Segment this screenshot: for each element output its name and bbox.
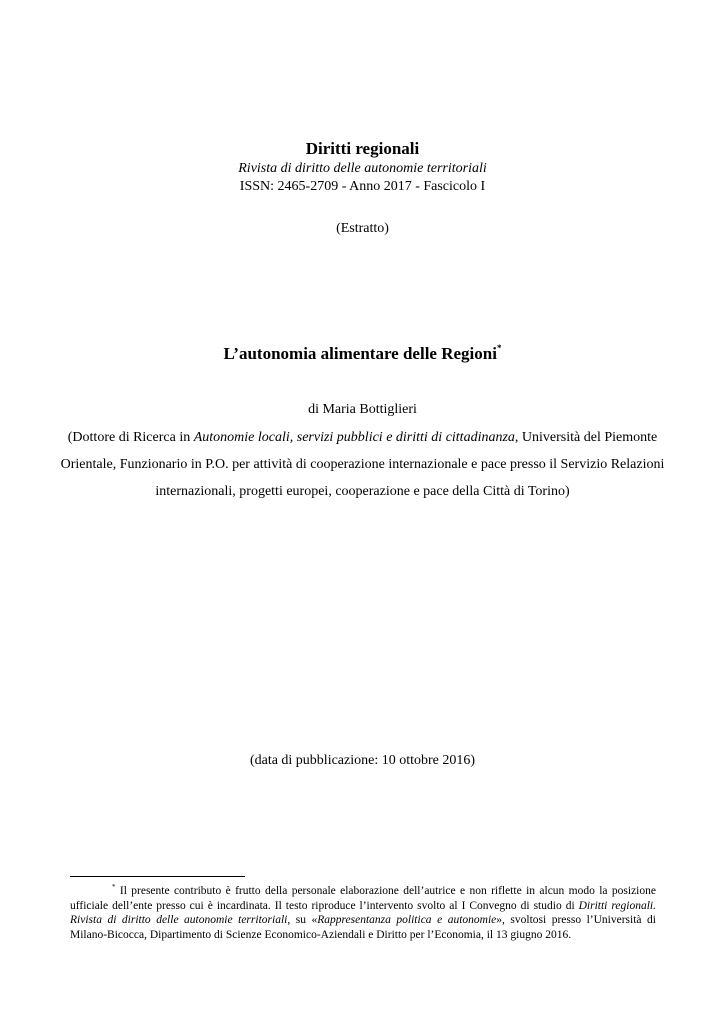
article-title-footnote-mark[interactable]: *: [496, 343, 502, 353]
author-line: di Maria Bottiglieri: [308, 402, 417, 417]
footnote-text-2: , su «: [287, 914, 318, 926]
article-title-text: L’autonomia alimentare delle Regioni: [223, 344, 497, 363]
footnote: [70, 884, 656, 942]
footnote-mark: *: [112, 883, 116, 891]
footnote-separator: [70, 876, 245, 877]
affiliation-suffix: , Università del Piemonte Orientale, Funzionario in P.O. per attività di cooperazione internazionale e pace presso il Servizio Relazioni internazionali, progetti europei, cooperazione e pace della Città di Torino): [60, 430, 665, 499]
affiliation-prefix: (Dottore di Ricerca in: [67, 430, 194, 445]
journal-title: Diritti regionali: [305, 139, 420, 158]
journal-issn-line: ISSN: 2465-2709 - Anno 2017 - Fascicolo I: [239, 179, 486, 194]
footnote-text-3: », svoltosi presso l’Università di Milano-Bicocca, Dipartimento di Scienze Economico-Aziendali e Diritto per l’Economia, il 13 giugno 2016.: [70, 914, 656, 941]
affiliation-program: Autonomie locali, servizi pubblici e diritti di cittadinanza: [193, 430, 515, 445]
journal-subtitle: Rivista di diritto delle autonomie territoriali: [238, 161, 487, 176]
excerpt-label: (Estratto): [336, 221, 389, 236]
footnote-text-1: Il presente contributo è frutto della personale elaborazione dell’autrice e non riflette in alcun modo la posizione ufficiale dell’ente presso cui è incardinata. Il testo riproduce l’intervento svolto al I Convegno di studio di: [70, 885, 656, 912]
author-affiliation: [55, 424, 670, 505]
footnote-conference-title: Rappresentanza politica e autonomie: [317, 914, 497, 926]
article-title: [0, 343, 725, 365]
footnote-journal-ref: Diritti regionali. Rivista di diritto delle autonomie territoriali: [70, 899, 656, 926]
publication-date: (data di pubblicazione: 10 ottobre 2016): [249, 753, 476, 768]
